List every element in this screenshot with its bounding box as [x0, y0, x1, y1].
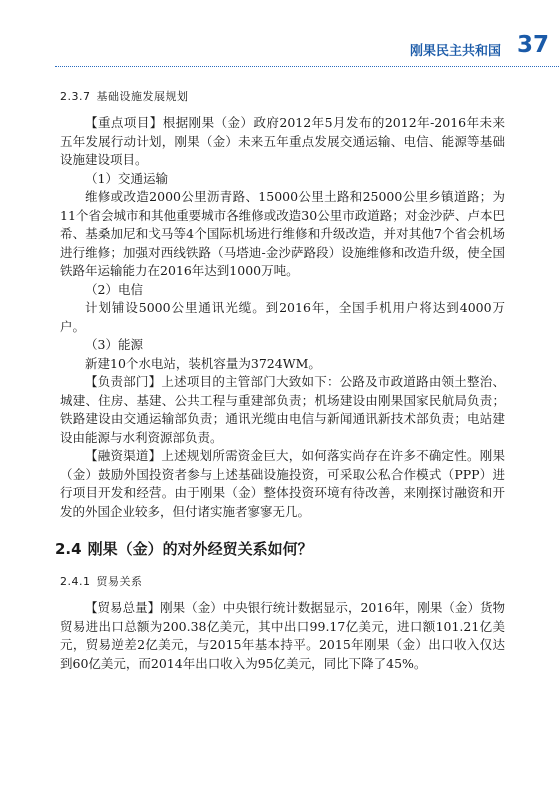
page-number: 37: [516, 32, 549, 58]
paragraph-key-projects: 【重点项目】根据刚果（金）政府2012年5月发布的2012年-2016年未来五年发展行动计划，刚果（金）未来五年重点发展交通运输、电信、能源等基础设施建设项目。: [60, 115, 505, 167]
paragraph-trade-volume: 【贸易总量】刚果（金）中央银行统计数据显示，2016年，刚果（金）货物贸易进出口总额为200.38亿美元，其中出口99.17亿美元，进口额101.21亿美元，贸易逆差2亿美元，与2015年基本持平。2015年刚果（金）出口收入仅达到60亿美元，而2014年出口收入为95亿美元，同比下降了45%。: [60, 600, 505, 671]
section-number: 2.4: [55, 540, 82, 558]
header-divider: [55, 66, 559, 67]
subsection-heading-237: [60, 88, 505, 106]
subsection-title: 贸易关系: [96, 575, 143, 588]
section-title: 刚果（金）的对外经贸关系如何？: [87, 540, 313, 558]
paragraph-energy: 新建10个水电站，装机容量为3724WM。: [85, 355, 321, 371]
section-heading-24: [55, 539, 505, 559]
paragraph-responsible-departments: 【负责部门】上述项目的主管部门大致如下：公路及市政道路由领土整治、城建、住房、基建、公共工程与重建部负责；机场建设由刚果国家民航局负责；铁路建设由交通运输部负责；通讯光缆由电信与新闻通讯新技术部负责；电站建设由能源与水利资源部负责。: [60, 374, 505, 445]
running-header-title: 刚果民主共和国: [409, 44, 501, 59]
page-body: [55, 88, 505, 673]
page-header: [55, 32, 559, 72]
item-heading-energy: （3）能源: [85, 337, 143, 352]
subsection-heading-241: [60, 573, 505, 591]
paragraph-transport: 维修或改造2000公里沥青路、15000公里土路和25000公里乡镇道路；为11个省会城市和其他重要城市各维修或改造30公里市政道路；对金沙萨、卢本巴希、基桑加尼和戈马等4个国际机场进行维修和升级改造，并对其他7个省会机场进行维修；加强对西线铁路（马塔迪-金沙萨路段）设施维修和改造升级，使全国铁路年运输能力在2016年达到1000万吨。: [60, 189, 505, 278]
item-heading-transport: （1）交通运输: [85, 170, 168, 186]
subsection-number: 2.3.7: [60, 90, 91, 103]
paragraph-telecom: 计划铺设5000公里通讯光缆。到2016年，全国手机用户将达到4000万户。: [60, 300, 505, 334]
subsection-number: 2.4.1: [60, 575, 91, 588]
paragraph-financing-channels: 【融资渠道】上述规划所需资金巨大，如何落实尚存在许多不确定性。刚果（金）鼓励外国投资者参与上述基础设施投资，可采取公私合作模式（PPP）进行项目开发和经营。由于刚果（金）整体投资环境有待改善，来刚探讨融资和开发的外国企业较多，但付诸实施者寥寥无几。: [60, 448, 505, 519]
subsection-title: 基础设施发展规划: [96, 90, 189, 103]
item-heading-telecom: （2）电信: [85, 281, 143, 297]
